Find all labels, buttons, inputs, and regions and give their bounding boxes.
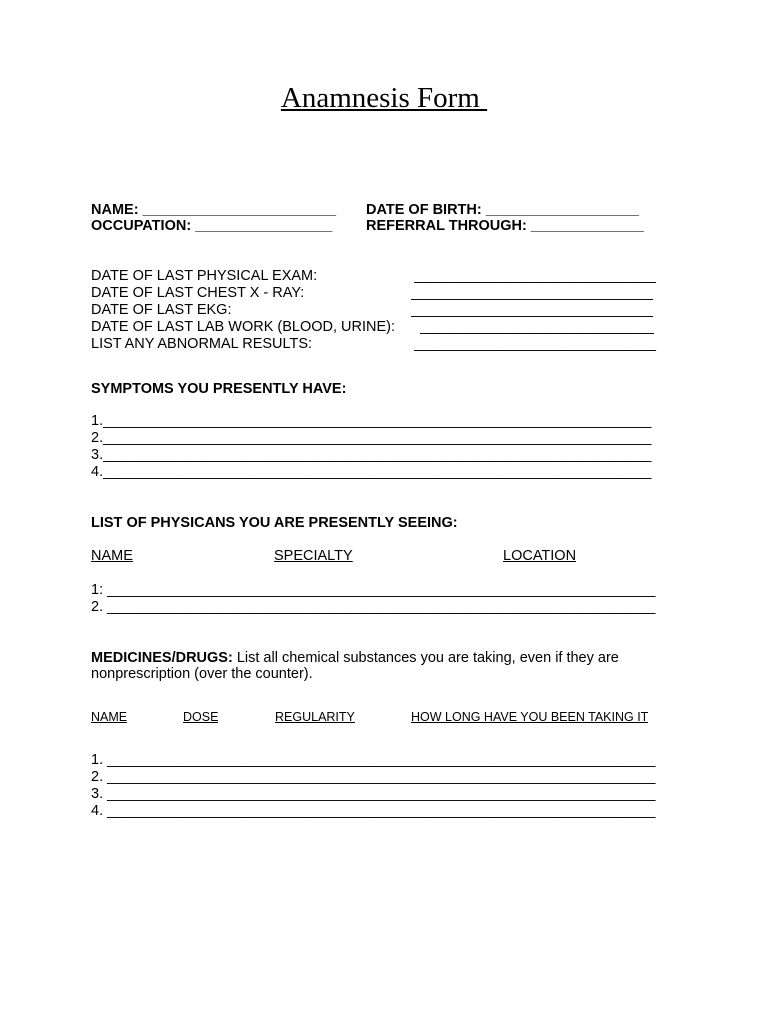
date-of-birth-field: DATE OF BIRTH: ___________________ <box>366 202 639 218</box>
exam-lab-work-blank: _____________________________ <box>420 319 654 335</box>
medicine-line: 1. ____________________________________________________________________ <box>91 752 656 768</box>
symptom-line: 3.____________________________________________________________________ <box>91 447 652 463</box>
symptom-line: 2.____________________________________________________________________ <box>91 430 652 446</box>
medicine-line: 4. ____________________________________________________________________ <box>91 803 656 819</box>
medicine-column-regularity: REGULARITY <box>275 710 355 724</box>
symptoms-heading: SYMPTOMS YOU PRESENTLY HAVE: <box>91 381 347 397</box>
medicines-instruction-continued: nonprescription (over the counter). <box>91 666 313 682</box>
exam-physical-label: DATE OF LAST PHYSICAL EXAM: <box>91 268 318 284</box>
medicine-column-duration: HOW LONG HAVE YOU BEEN TAKING IT <box>411 710 649 724</box>
exam-chest-xray-label: DATE OF LAST CHEST X - RAY: <box>91 285 305 301</box>
medicines-heading: MEDICINES/DRUGS: <box>91 650 233 666</box>
physician-column-specialty: SPECIALTY <box>274 548 353 564</box>
abnormal-results-blank: ______________________________ <box>414 336 656 352</box>
medicines-instruction: List all chemical substances you are taking, even if they are <box>232 650 619 666</box>
physician-line: 1: ____________________________________________________________________ <box>91 582 656 598</box>
exam-ekg-blank: ______________________________ <box>411 302 653 318</box>
exam-chest-xray-blank: ______________________________ <box>411 285 653 301</box>
abnormal-results-label: LIST ANY ABNORMAL RESULTS: <box>91 336 313 352</box>
name-field: NAME: ________________________ <box>91 202 337 218</box>
symptom-line: 4.____________________________________________________________________ <box>91 464 652 480</box>
exam-lab-work-label: DATE OF LAST LAB WORK (BLOOD, URINE): <box>91 319 396 335</box>
medicines-intro <box>91 650 691 667</box>
physicians-heading: LIST OF PHYSICANS YOU ARE PRESENTLY SEEING: <box>91 515 458 531</box>
physician-column-name: NAME <box>91 548 133 564</box>
exam-physical-blank: ______________________________ <box>414 268 656 284</box>
occupation-field: OCCUPATION: _________________ <box>91 218 333 234</box>
medicine-column-dose: DOSE <box>183 710 219 724</box>
referral-field: REFERRAL THROUGH: ______________ <box>366 218 644 234</box>
medicine-column-name: NAME <box>91 710 128 724</box>
exam-ekg-label: DATE OF LAST EKG: <box>91 302 232 318</box>
medicine-line: 2. ____________________________________________________________________ <box>91 769 656 785</box>
physician-column-location: LOCATION <box>503 548 577 564</box>
page-title: Anamnesis Form <box>280 82 488 114</box>
symptom-line: 1.____________________________________________________________________ <box>91 413 652 429</box>
medicine-line: 3. ____________________________________________________________________ <box>91 786 656 802</box>
physician-line: 2. ____________________________________________________________________ <box>91 599 656 615</box>
